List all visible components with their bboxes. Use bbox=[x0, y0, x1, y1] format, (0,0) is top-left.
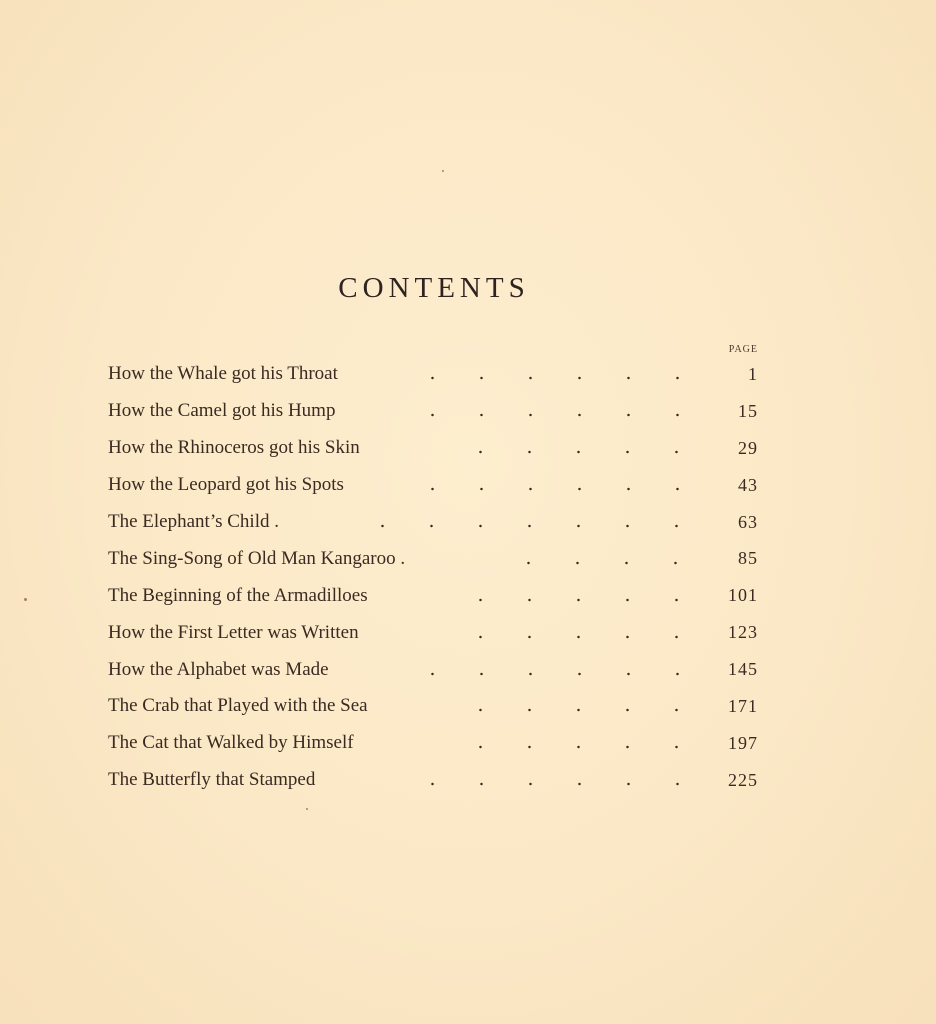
dot-leader bbox=[456, 598, 710, 602]
toc-entry bbox=[108, 430, 758, 467]
dot-leader bbox=[504, 561, 710, 565]
dot-leader bbox=[408, 487, 710, 491]
toc-entry-page: 123 bbox=[728, 622, 758, 643]
toc-entry-title: The Sing-Song of Old Man Kangaroo . bbox=[108, 547, 406, 569]
table-of-contents bbox=[108, 356, 758, 799]
toc-entry bbox=[108, 467, 758, 504]
toc-entry-title: The Beginning of the Armadilloes bbox=[108, 584, 368, 606]
toc-entry bbox=[108, 393, 758, 430]
toc-entry-page: 101 bbox=[728, 585, 758, 606]
toc-entry-page: 63 bbox=[738, 511, 758, 532]
toc-entry-page: 145 bbox=[728, 659, 758, 680]
dot-leader bbox=[456, 450, 710, 454]
paper-speck bbox=[442, 170, 444, 172]
dot-leader bbox=[456, 708, 710, 712]
toc-entry-page: 15 bbox=[738, 400, 758, 421]
toc-entry bbox=[108, 504, 758, 541]
toc-entry-title: How the Whale got his Throat bbox=[108, 363, 338, 385]
dot-leader bbox=[408, 782, 710, 786]
toc-entry bbox=[108, 356, 758, 393]
toc-entry-title: The Cat that Walked by Himself bbox=[108, 732, 354, 754]
toc-entry bbox=[108, 688, 758, 725]
toc-entry-page: 197 bbox=[728, 732, 758, 753]
dot-leader bbox=[456, 635, 710, 639]
toc-entry-title: How the Rhinoceros got his Skin bbox=[108, 437, 360, 459]
dot-leader bbox=[358, 524, 710, 528]
toc-entry-title: The Butterfly that Stamped bbox=[108, 769, 316, 791]
dot-leader bbox=[408, 413, 710, 417]
dot-leader bbox=[408, 672, 710, 676]
toc-entry bbox=[108, 614, 758, 651]
toc-entry-title: The Elephant’s Child . bbox=[108, 511, 279, 532]
paper-speck bbox=[24, 598, 27, 601]
toc-entry-page: 171 bbox=[728, 695, 758, 716]
toc-entry-title: How the Camel got his Hump bbox=[108, 400, 336, 422]
paper-speck bbox=[306, 808, 308, 810]
toc-entry bbox=[108, 725, 758, 762]
toc-entry bbox=[108, 651, 758, 688]
toc-entry-page: 225 bbox=[728, 769, 758, 790]
toc-entry-page: 29 bbox=[738, 437, 758, 458]
toc-entry bbox=[108, 540, 758, 577]
contents-heading: CONTENTS bbox=[338, 272, 530, 304]
toc-entry-title: How the First Letter was Written bbox=[108, 621, 359, 643]
dot-leader bbox=[456, 745, 710, 749]
toc-entry-page: 1 bbox=[748, 363, 758, 384]
dot-leader bbox=[408, 376, 710, 380]
toc-entry-page: 43 bbox=[738, 474, 758, 495]
toc-entry bbox=[108, 577, 758, 614]
toc-entry-title: How the Alphabet was Made bbox=[108, 658, 329, 680]
toc-entry-title: How the Leopard got his Spots bbox=[108, 474, 344, 496]
page-column-label: PAGE bbox=[728, 344, 758, 355]
toc-entry bbox=[108, 762, 758, 799]
toc-entry-page: 85 bbox=[738, 548, 758, 569]
toc-entry-title: The Crab that Played with the Sea bbox=[108, 695, 368, 717]
